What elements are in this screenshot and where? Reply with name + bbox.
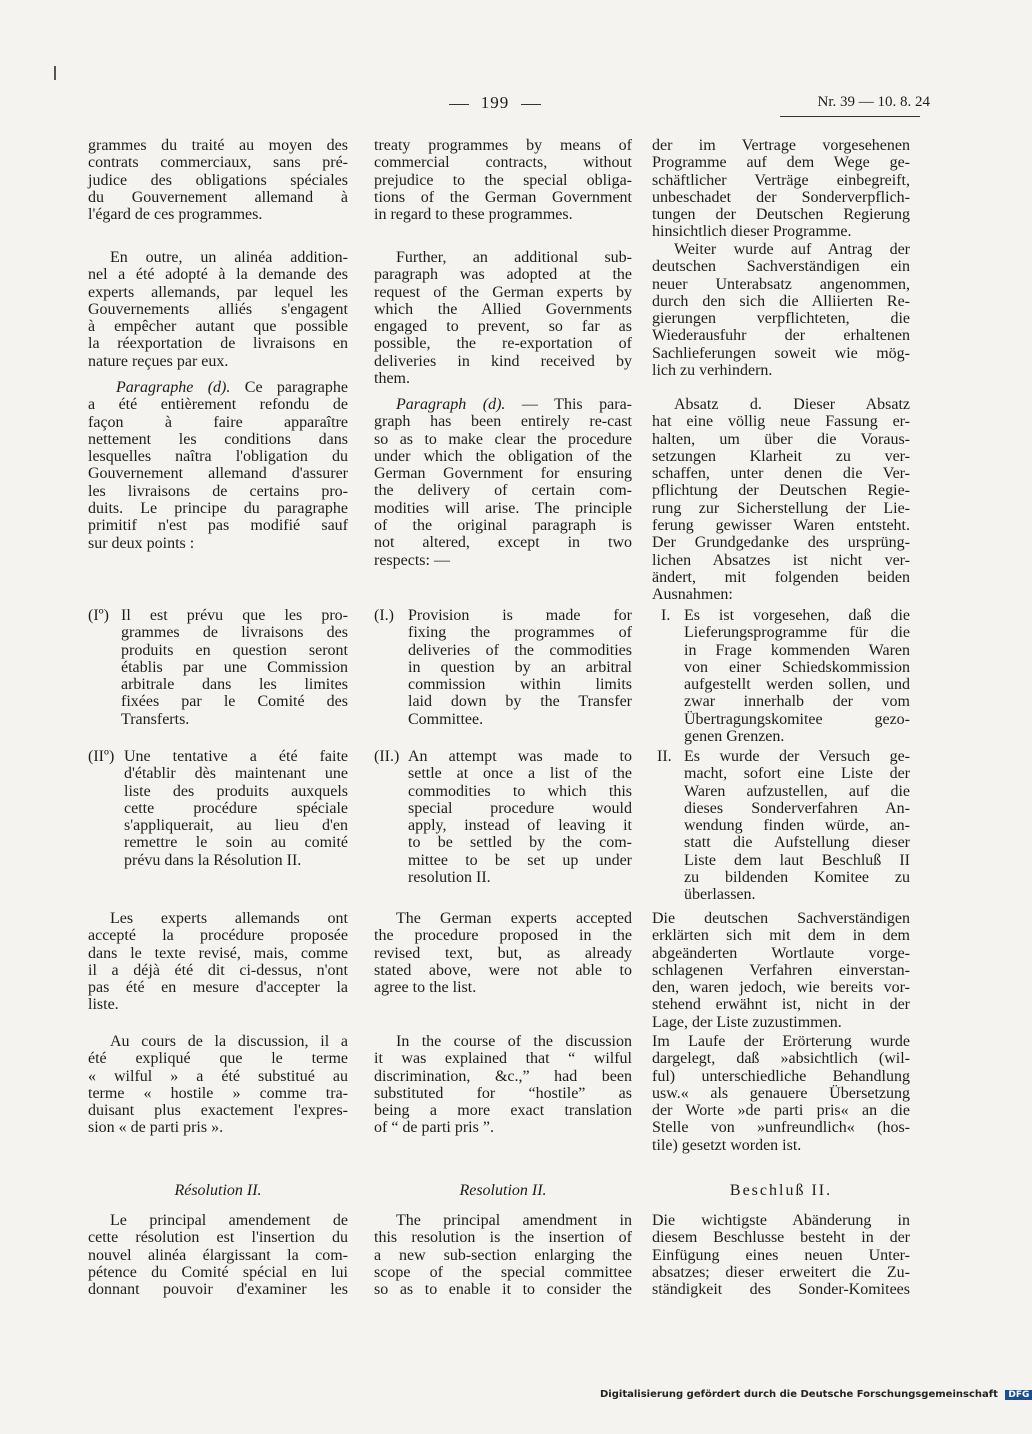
item-text [121,607,348,728]
text-line: Le principal amendement de [110,1212,348,1229]
text-line: tungen der Deutschen Regierung [652,206,910,224]
text-line: settle at once a list of the [408,765,632,783]
text-line: laid down by the Transfer [408,693,632,711]
item-label: (I.) [374,607,394,624]
text-line: schlagenen Verfahren einverstan- [652,961,910,979]
page-number-text: 199 [480,93,510,112]
text-line: nettement les conditions dans [88,430,348,448]
resolution-heading [374,1182,632,1199]
item-text [684,748,910,904]
column-french [88,137,348,1307]
text-line: überlassen. [684,886,756,904]
text-line: der im Vertrage vorgesehenen [652,137,910,154]
text-line: resolution II. [408,869,491,887]
column-german [652,137,910,1307]
text-line: agree to the list. [374,979,477,997]
text-line: Übertragungskomitee gezo- [684,710,910,728]
text-line: in Frage kommenden Waren [684,641,910,659]
text-line: under which the obligation of the [374,447,632,465]
text-line: sion « de parti pris ». [88,1119,224,1137]
text-line: commercial contracts, without [374,154,632,172]
paragraph [652,241,910,379]
text-line: An attempt was made to [408,748,632,765]
text-line: Es wurde der Versuch ge- [684,748,910,765]
text-line: Im Laufe der Erörterung wurde [652,1033,910,1050]
text-line: dargelegt, daß »absichtlich (wil- [652,1050,910,1068]
text-line: contrats commerciaux, sans pré- [88,154,348,172]
paragraph-body [374,413,632,569]
paragraph [88,137,348,223]
text-line: being a more exact translation [374,1102,632,1120]
text-line: deliveries in kind received by [374,352,632,370]
text-line: deutschen Sachverständigen ein [652,258,910,276]
text-line: to be settled by the com- [408,834,632,852]
text-line: En outre, un alinéa addition- [110,249,348,266]
dfg-logo: DFG [1005,1390,1032,1400]
text-line: hinsichtlich dieser Programme. [652,223,852,241]
text-line: special procedure would [408,799,632,817]
text-line: the delivery of certain com- [374,482,632,500]
text-line: statt die Aufstellung dieser [684,834,910,852]
text-line: grammes du traité au moyen des [88,137,348,154]
item-label: (II.) [374,748,400,765]
text-line: prévu dans la Résolution II. [124,851,302,869]
text-line: Lieferungsprogramme für die [684,624,910,642]
text-line: liste. [88,996,119,1014]
text-line: rung zur Sicherstellung der Lie- [652,499,910,517]
text-line: Committee. [408,710,484,728]
margin-mark [54,66,56,80]
text-line: Provision is made for [408,607,632,624]
text-line: grammes de livraisons des [121,624,348,642]
text-line: nouvel alinéa élargissant la com- [88,1246,348,1264]
text-line: terme « hostile » comme tra- [88,1084,348,1102]
text-line: Einfügung eines neuen Unter- [652,1246,910,1264]
text-line: établis par une Commission [121,658,348,676]
text-line: stehend erwähnt ist, nicht in der [652,996,910,1014]
paragraph [652,396,910,604]
text-line: fixing the programmes of [408,624,632,642]
paragraph [88,1033,348,1137]
text-line: pflichtung der Deutschen Regie- [652,482,910,500]
text-line: Paragraph (d). — This para- [396,396,632,413]
text-line: a new sub-section enlarging the [374,1246,632,1264]
text-line: la réexportation de livraisons en [88,335,348,353]
text-line: tile) gesetzt worden ist. [652,1136,802,1154]
paragraph-d [88,379,348,552]
text-line: a été entièrement refondu de [88,396,348,414]
text-line: stated above, were not able to [374,961,632,979]
text-line: the procedure proposed in the [374,927,632,945]
text-line: judice des obligations spéciales [88,171,348,189]
text-line: ferung gewisser Waren entsteht. [652,517,910,535]
text-line: Further, an additional sub- [396,249,632,266]
text-line: ständigkeit des Sonder-Komitees [652,1281,910,1299]
text-line: cette résolution est l'insertion du [88,1229,348,1247]
text-line: them. [374,370,410,388]
text-line: scope of the special committee [374,1263,632,1281]
text-line: Waren aufzustellen, auf die [684,782,910,800]
paragraph [374,137,632,223]
text-line: Transferts. [121,710,190,728]
text-line: prejudice to the special obliga- [374,171,632,189]
text-line: nature reçues par eux. [88,352,229,370]
paragraph [652,137,910,241]
text-line: discrimination, &c.,” had been [374,1067,632,1085]
text-line: of “ de parti pris ”. [374,1119,494,1137]
text-line: treaty programmes by means of [374,137,632,154]
text-line: in question by an arbitral [408,658,632,676]
text-line: dieses Sonderverfahren An- [684,799,910,817]
text-line: apply, instead of leaving it [408,817,632,835]
page-header [0,93,1000,117]
text-line: gierungen verpflichteten, die [652,310,910,328]
column-english [374,137,632,1307]
paragraph-body [88,396,348,552]
text-line: Les experts allemands ont [110,910,348,927]
paragraph [88,1212,348,1298]
paragraph-title: Paragraph (d). [396,396,506,413]
text-line: engaged to prevent, so far as [374,318,632,336]
text-line: Es ist vorgesehen, daß die [684,607,910,624]
text-line: hat eine völlig neue Fassung er- [652,413,910,431]
item-label: (IIº) [88,748,115,765]
resolution-heading [652,1182,910,1199]
paragraph [374,910,632,996]
text-line: substituted for “hostile” as [374,1084,632,1102]
text-line: In the course of the discussion [396,1033,632,1050]
text-line: this resolution is the insertion of [374,1229,632,1247]
text-line: s'appliquerait, au lieu d'en [124,817,348,835]
text-line: duits. Le principe du paragraphe [88,500,348,518]
text-line: Une tentative a été faite [124,748,348,765]
text-line: tions of the German Government [374,188,632,206]
text-line: Stelle von »unfreundlich« (hos- [652,1119,910,1137]
resolution-heading [88,1182,348,1199]
text-line: aufgestellt werden sollen, und [684,676,910,694]
text-line: modities will arise. The principle [374,499,632,517]
page-number [420,93,570,113]
text-line: ful) unterschiedliche Behandlung [652,1067,910,1085]
text-line: Gouvernements alliés s'engagent [88,300,348,318]
text-line: donnant pouvoir d'examiner les [88,1281,348,1299]
text-line: mittee to be set up under [408,851,632,869]
text-line: Weiter wurde auf Antrag der [674,241,910,258]
text-line: été expliqué que le terme [88,1050,348,1068]
text-line: schaffen, unter denen die Ver- [652,465,910,483]
paragraph-title: Paragraphe (d). [116,379,231,396]
text-line: lesquelles naîtra l'obligation du [88,448,348,466]
text-line: dans le texte revisé, mais, comme [88,944,348,962]
text-line: so as to make clear the procedure [374,430,632,448]
text-line: macht, sofort eine Liste der [684,765,910,783]
text-line: arbitrale dans les limites [121,676,348,694]
text-line: remettre le soin au comité [124,834,348,852]
text-line: of the original paragraph is [374,517,632,535]
text-line: ändert, mit folgenden beiden [652,568,910,586]
text-line: l'égard de ces programmes. [88,206,263,224]
text-line: respects: — [374,551,450,569]
text-line: il a déjà été dit ci-dessus, n'ont [88,961,348,979]
text-line: halten, um über die Voraus- [652,430,910,448]
text-line: façon à faire apparaître [88,413,348,431]
text-line: deliveries of the commodities [408,641,632,659]
paragraph [652,1033,910,1154]
item-text [408,748,632,886]
text-line: d'établir dès maintenant une [124,765,348,783]
text-line: Absatz d. Dieser Absatz [674,396,910,413]
header-rule [780,116,920,117]
text-line: Wiederausfuhr der erhaltenen [652,327,910,345]
text-line: « wilful » a été substitué au [88,1067,348,1085]
text-line: not altered, except in two [374,534,632,552]
text-line: zwar innerhalb der vom [684,693,910,711]
text-line: accepté la procédure proposée [88,927,348,945]
text-line: pas été en mesure d'accepter la [88,979,348,997]
text-line: usw.« als genauere Übersetzung [652,1084,910,1102]
text-line: unbeschadet der Sonderverpflich- [652,188,910,206]
text-line: abgeänderten Wortlaute vorge- [652,944,910,962]
text-line: Die wichtigste Abänderung in [652,1212,910,1229]
text-line: lichen Absatzes ist nicht ver- [652,551,910,569]
text-line: Il est prévu que les pro- [121,607,348,624]
item-text [408,607,632,728]
paragraph-d [374,396,632,569]
issue-number: Nr. 39 — 10. 8. 24 [817,94,930,110]
text-line: neuer Unterabsatz angenommen, [652,275,910,293]
text-line: du Gouvernement allemand à [88,188,348,206]
paragraph [374,1212,632,1298]
item-text [684,607,910,745]
item-label: II. [657,748,672,765]
text-line: Programme auf dem Wege ge- [652,154,910,172]
text-line: revised text, but, as already [374,944,632,962]
text-line: The German experts accepted [396,910,632,927]
funding-notice [600,1389,1030,1400]
text-line: sur deux points : [88,534,195,552]
text-line: lich zu verhindern. [652,362,773,380]
text-line: durch den sich die Alliierten Re- [652,292,910,310]
text-line: Liste dem laut Beschluß II [684,851,910,869]
text-line: liste des produits auxquels [124,782,348,800]
text-line: cette procédure spéciale [124,799,348,817]
text-line: in regard to these programmes. [374,206,573,224]
text-line: primitif n'est pas modifié sauf [88,517,348,535]
text-line: Gouvernement allemand d'assurer [88,465,348,483]
text-line: Lage, der Liste zuzustimmen. [652,1013,842,1031]
text-line: duisant plus exactement l'expres- [88,1102,348,1120]
text-line: zu bildenden Komitee zu [684,869,910,887]
text-line: diesem Beschlusse besteht in der [652,1229,910,1247]
text-line: den, waren jedoch, wie bereits vor- [652,979,910,997]
paragraph [88,910,348,1014]
text-line: produits en question seront [121,641,348,659]
text-line: Au cours de la discussion, il a [110,1033,348,1050]
paragraph [374,1033,632,1137]
resolution-title: Beschluß II. [729,1182,833,1199]
text-line: absatzes; dieser erweitert die Zu- [652,1263,910,1281]
funding-text: Digitalisierung gefördert durch die Deutsche Forschungsgemeinschaft [600,1389,998,1400]
text-line: fixées par le Comité des [121,693,348,711]
paragraph [374,249,632,387]
text-line: von einer Schiedskommission [684,658,910,676]
text-line: paragraph was adopted at the [374,266,632,284]
text-line: wendung finden würde, an- [684,817,910,835]
text-line: genen Grenzen. [684,728,785,746]
text-line: which the Allied Governments [374,300,632,318]
text-line: pétence du Comité spécial en lui [88,1263,348,1281]
text-line: experts allemands, par lequel les [88,283,348,301]
text-line: schäftlicher Verträge einbegreift, [652,171,910,189]
text-line: possible, the re-exportation of [374,335,632,353]
text-line: nel a été adopté à la demande des [88,266,348,284]
paragraph [88,249,348,370]
resolution-title: Résolution II. [174,1182,262,1199]
paragraph [652,910,910,1031]
text-line: setzungen Klarheit zu ver- [652,447,910,465]
text-line: The principal amendment in [396,1212,632,1229]
text-line: Der Grundgedanke des ursprüng- [652,534,910,552]
text-line: so as to enable it to consider the [374,1281,632,1299]
text-line: commodities to which this [408,782,632,800]
text-line: Die deutschen Sachverständigen [652,910,910,927]
text-line: der Worte »de parti pris« an die [652,1102,910,1120]
text-line: à empêcher autant que possible [88,318,348,336]
text-line: German Government for ensuring [374,465,632,483]
text-line: it was explained that “ wilful [374,1050,632,1068]
text-line: les livraisons de certains pro- [88,482,348,500]
text-line: graph has been entirely re-cast [374,413,632,431]
text-line: erklärten sich mit dem in dem [652,927,910,945]
item-label: (Iº) [88,607,109,624]
paragraph [652,1212,910,1298]
text-line: Paragraphe (d). Ce paragraphe [116,379,348,396]
text-line: commission within limits [408,676,632,694]
item-label: I. [661,607,671,624]
resolution-title: Resolution II. [459,1182,547,1199]
text-line: request of the German experts by [374,283,632,301]
text-line: Ausnahmen: [652,586,733,604]
item-text [124,748,348,869]
text-line: Sachlieferungen soweit wie mög- [652,344,910,362]
